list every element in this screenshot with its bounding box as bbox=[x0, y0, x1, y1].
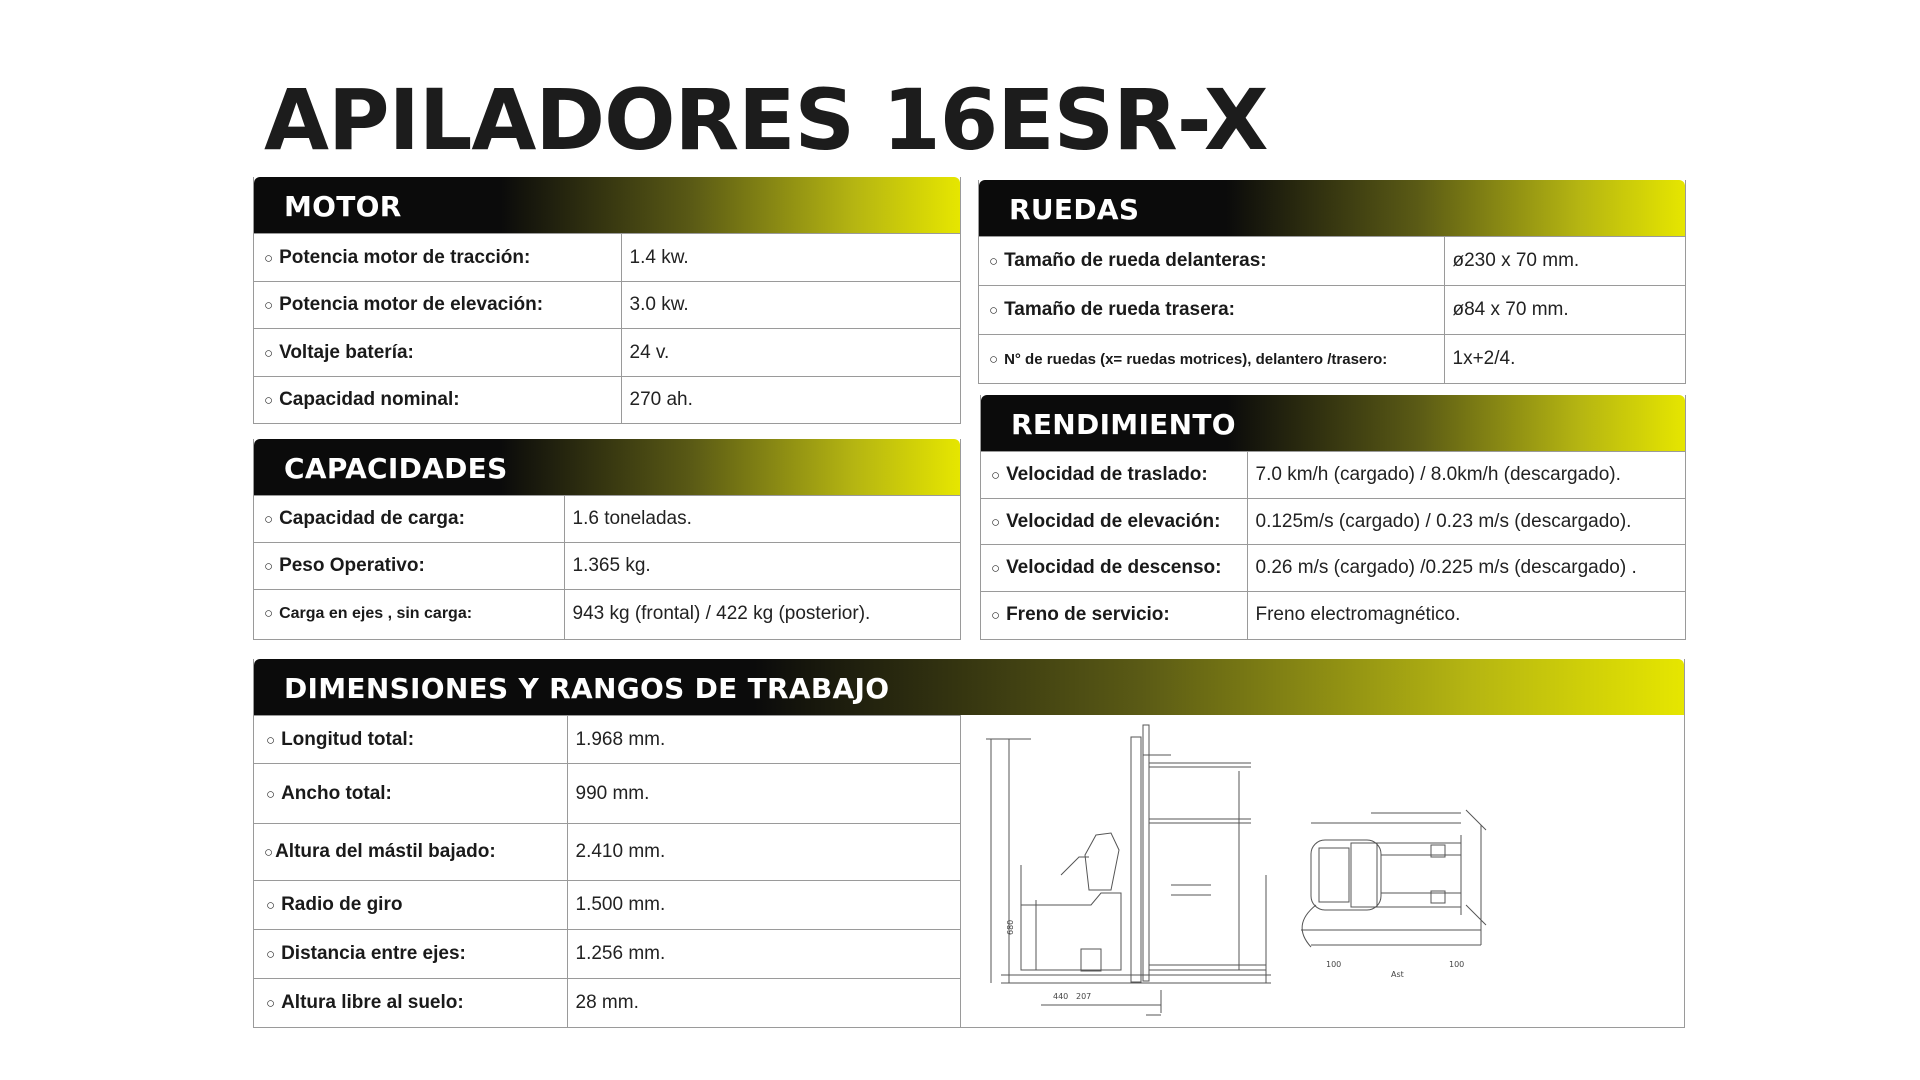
row-value: 1x+2/4. bbox=[1444, 335, 1685, 384]
bullet-icon: ○ bbox=[991, 513, 1001, 531]
row-value: Freno electromagnético. bbox=[1247, 592, 1685, 639]
table-row bbox=[254, 824, 960, 881]
row-value: 1.968 mm. bbox=[567, 716, 960, 764]
bullet-icon: ○ bbox=[991, 560, 1001, 577]
bullet-icon: ○ bbox=[266, 946, 276, 963]
table-row bbox=[254, 881, 960, 930]
row-value: 1.365 kg. bbox=[564, 543, 960, 590]
row-value: 990 mm. bbox=[567, 764, 960, 824]
bullet-icon: ○ bbox=[989, 302, 999, 319]
bullet-icon: ○ bbox=[264, 392, 274, 410]
dimensiones-header: DIMENSIONES Y RANGOS DE TRABAJO bbox=[254, 659, 1684, 715]
bullet-icon: ○ bbox=[264, 844, 274, 861]
drawing-label: 100 bbox=[1326, 960, 1342, 969]
drawing-label: 207 bbox=[1076, 992, 1092, 1001]
row-value: 270 ah. bbox=[621, 377, 960, 424]
table-row bbox=[254, 234, 960, 282]
page-title: APILADORES 16ESR-X bbox=[264, 71, 1268, 169]
row-label: Ancho total: bbox=[281, 782, 392, 804]
row-label: Tamaño de rueda delanteras: bbox=[1004, 250, 1267, 271]
row-label: Peso Operativo: bbox=[279, 555, 425, 576]
table-row bbox=[254, 590, 960, 639]
drawing-labels bbox=[1006, 920, 1464, 1001]
dimensiones-table bbox=[254, 715, 960, 1028]
capacidades-table bbox=[254, 495, 960, 639]
row-label: Potencia motor de elevación: bbox=[279, 294, 544, 315]
bullet-icon: ○ bbox=[264, 605, 274, 623]
row-label: Altura libre al suelo: bbox=[281, 992, 464, 1014]
side-view-drawing bbox=[986, 725, 1271, 1015]
row-label: Potencia motor de tracción: bbox=[279, 246, 531, 268]
row-label: Capacidad de carga: bbox=[279, 508, 465, 529]
table-row bbox=[981, 545, 1685, 592]
table-row bbox=[981, 499, 1685, 545]
table-row bbox=[254, 282, 960, 329]
row-value: 2.410 mm. bbox=[567, 824, 960, 881]
row-label: Velocidad de descenso: bbox=[1006, 557, 1222, 578]
row-value: 1.256 mm. bbox=[567, 930, 960, 979]
top-view-drawing bbox=[1301, 810, 1486, 947]
table-row bbox=[979, 335, 1685, 384]
table-row bbox=[254, 543, 960, 590]
table-row bbox=[979, 237, 1685, 286]
table-row bbox=[254, 764, 960, 824]
row-value: 1.500 mm. bbox=[567, 881, 960, 930]
table-row bbox=[254, 496, 960, 543]
row-value: 24 v. bbox=[621, 329, 960, 377]
drawing-label: 440 bbox=[1053, 992, 1069, 1001]
row-label: Freno de servicio: bbox=[1006, 604, 1170, 626]
bullet-icon: ○ bbox=[991, 467, 1001, 484]
capacidades-panel bbox=[253, 439, 961, 640]
rendimiento-panel bbox=[980, 395, 1686, 640]
motor-panel bbox=[253, 177, 961, 424]
table-row bbox=[979, 286, 1685, 335]
row-value: 1.6 toneladas. bbox=[564, 496, 960, 543]
table-row bbox=[981, 452, 1685, 499]
row-label: Altura del mástil bajado: bbox=[275, 841, 496, 862]
capacidades-header: CAPACIDADES bbox=[254, 439, 960, 495]
table-row bbox=[254, 979, 960, 1028]
bullet-icon: ○ bbox=[266, 995, 276, 1013]
row-value: 28 mm. bbox=[567, 979, 960, 1028]
table-row bbox=[981, 592, 1685, 639]
row-value: 943 kg (frontal) / 422 kg (posterior). bbox=[564, 590, 960, 639]
bullet-icon: ○ bbox=[264, 297, 274, 314]
bullet-icon: ○ bbox=[989, 350, 999, 368]
drawing-label: 680 bbox=[1006, 919, 1015, 935]
row-value: 0.125m/s (cargado) / 0.23 m/s (descargado). bbox=[1247, 499, 1685, 545]
row-label: Distancia entre ejes: bbox=[281, 943, 466, 964]
motor-header: MOTOR bbox=[254, 177, 960, 233]
rendimiento-table bbox=[981, 451, 1685, 639]
ruedas-panel bbox=[978, 180, 1686, 384]
bullet-icon: ○ bbox=[266, 897, 276, 914]
row-value: 3.0 kw. bbox=[621, 282, 960, 329]
table-row bbox=[254, 377, 960, 424]
bullet-icon: ○ bbox=[264, 249, 274, 267]
ruedas-table bbox=[979, 236, 1685, 384]
row-label: Voltaje batería: bbox=[279, 341, 414, 363]
dimensiones-table-wrap bbox=[254, 715, 961, 1028]
row-value: ø84 x 70 mm. bbox=[1444, 286, 1685, 335]
row-value: ø230 x 70 mm. bbox=[1444, 237, 1685, 286]
stacker-technical-drawing bbox=[961, 715, 1684, 1027]
bullet-icon: ○ bbox=[264, 558, 274, 575]
drawing-label: Ast bbox=[1391, 970, 1404, 979]
row-label: Tamaño de rueda trasera: bbox=[1004, 299, 1235, 320]
row-label: Capacidad nominal: bbox=[279, 389, 460, 411]
row-label: Velocidad de traslado: bbox=[1006, 464, 1208, 485]
row-label: N° de ruedas (x= ruedas motrices), delantero /trasero: bbox=[1004, 350, 1388, 368]
row-label: Velocidad de elevación: bbox=[1006, 510, 1221, 532]
bullet-icon: ○ bbox=[266, 785, 276, 803]
row-value: 7.0 km/h (cargado) / 8.0km/h (descargado). bbox=[1247, 452, 1685, 499]
row-value: 1.4 kw. bbox=[621, 234, 960, 282]
ruedas-header: RUEDAS bbox=[979, 180, 1685, 236]
row-value: 0.26 m/s (cargado) /0.225 m/s (descargado) . bbox=[1247, 545, 1685, 592]
bullet-icon: ○ bbox=[989, 253, 999, 270]
bullet-icon: ○ bbox=[264, 344, 274, 362]
row-label: Longitud total: bbox=[281, 728, 415, 750]
dimensiones-panel bbox=[253, 659, 1685, 1028]
table-row bbox=[254, 716, 960, 764]
bullet-icon: ○ bbox=[991, 607, 1001, 625]
row-label: Radio de giro bbox=[281, 894, 403, 915]
bullet-icon: ○ bbox=[266, 731, 276, 749]
table-row bbox=[254, 930, 960, 979]
row-label: Carga en ejes , sin carga: bbox=[279, 605, 473, 623]
table-row bbox=[254, 329, 960, 377]
motor-table bbox=[254, 233, 960, 424]
drawing-label: 100 bbox=[1449, 960, 1465, 969]
rendimiento-header: RENDIMIENTO bbox=[981, 395, 1685, 451]
bullet-icon: ○ bbox=[264, 511, 274, 528]
